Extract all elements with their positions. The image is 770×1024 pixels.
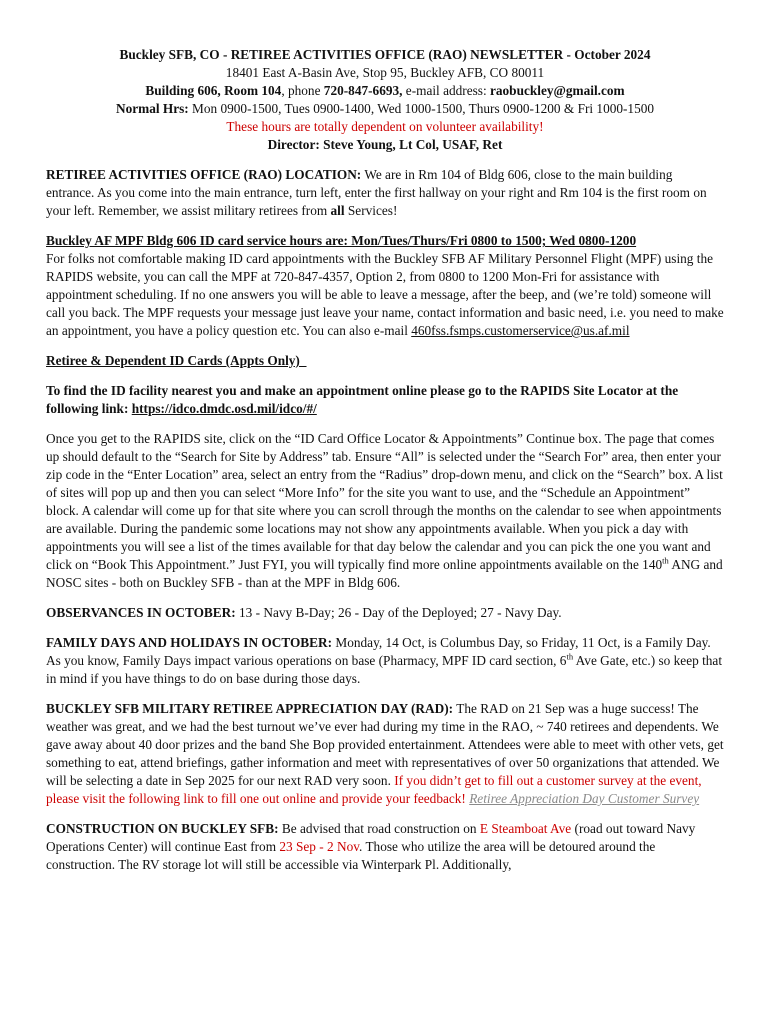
rad-section bbox=[46, 700, 724, 808]
mpf-email-link[interactable]: 460fss.fsmps.customerservice@us.af.mil bbox=[411, 323, 630, 338]
rapids-locator-link[interactable]: https://idco.dmdc.osd.mil/idco/#/ bbox=[131, 401, 317, 416]
contact-line bbox=[46, 82, 724, 100]
rapids-end: ANG and NOSC sites - both on Buckley SFB - than at the MPF in Bldg 606. bbox=[46, 557, 723, 590]
id-cards-heading: Retiree & Dependent ID Cards (Appts Only) bbox=[46, 353, 307, 368]
newsletter-header bbox=[46, 46, 724, 154]
building-room: Building 606, Room 104 bbox=[145, 83, 282, 98]
phone-prefix: , phone bbox=[281, 83, 324, 98]
rad-text: The RAD on 21 Sep was a huge success! The weather was great, and we had the best turnout we’ve ever had during my time in the RAO, ~ 740 retirees and dependents. We gave away about 40 door prizes and the band She Bop provided entertainment. Attendees were able to meet with other vets, get something to eat, attend briefings, gather information and meet with representatives of over 50 organizations that attended. We will be selecting a date in Sep 2025 for our next RAD very soon. bbox=[46, 701, 724, 788]
location-text-bold: all bbox=[330, 203, 345, 218]
location-text-2: Services! bbox=[344, 203, 398, 218]
location-section bbox=[46, 166, 724, 220]
office-email[interactable]: raobuckley@gmail.com bbox=[489, 83, 625, 98]
construction-section bbox=[46, 820, 724, 874]
id-find-text bbox=[46, 382, 724, 418]
newsletter-title: Buckley SFB, CO - RETIREE ACTIVITIES OFFICE (RAO) NEWSLETTER - October 2024 bbox=[119, 47, 651, 62]
family-days-text-1: Monday, 14 Oct, is Columbus Day, so Friday, 11 Oct, is a Family Day. As you know, Family Days impact various operations on base (Pharmacy, MPF ID card section, 6 bbox=[46, 635, 711, 668]
construction-text-3: . Those who utilize the area will be detoured around the construction. The RV storage lot will still be accessible via Winterpark Pl. Additionally, bbox=[46, 839, 656, 872]
construction-text-2: (road out toward Navy Operations Center) will continue East from bbox=[46, 821, 696, 854]
email-prefix: e-mail address: bbox=[402, 83, 490, 98]
normal-hours bbox=[46, 100, 724, 118]
office-address: 18401 East A-Basin Ave, Stop 95, Buckley AFB, CO 80011 bbox=[225, 65, 545, 80]
hours-text: Mon 0900-1500, Tues 0900-1400, Wed 1000-1500, Thurs 0900-1200 & Fri 1000-1500 bbox=[188, 101, 655, 116]
family-days-sup: th bbox=[566, 651, 574, 662]
observances-text: 13 - Navy B-Day; 26 - Day of the Deployed; 27 - Navy Day. bbox=[235, 605, 562, 620]
phone-number: 720-847-6693, bbox=[323, 83, 403, 98]
construction-text-1: Be advised that road construction on bbox=[278, 821, 480, 836]
family-days-heading: FAMILY DAYS AND HOLIDAYS IN OCTOBER: bbox=[46, 635, 333, 650]
director-line: Director: Steve Young, Lt Col, USAF, Ret bbox=[267, 137, 503, 152]
family-days-text-2: Ave Gate, etc.) so keep that in mind if you have things to do on base during those days. bbox=[46, 653, 723, 686]
mpf-body: For folks not comfortable making ID card appointments with the Buckley SFB AF Military Personnel Flight (MPF) using the RAPIDS website, you can call the MPF at 720-847-4357, Option 2, from 0800 to 1200 Mon-Fri for assistance with appointment scheduling. If no one answers you will be able to leave a message, after the beep, and (we’re told) someone will call you back. The MPF requests your message just leave your name, contact information and basic need, i.e. you need to make an appointment, you have a policy question etc. You can also e-mail bbox=[46, 251, 724, 338]
mpf-heading: Buckley AF MPF Bldg 606 ID card service hours are: Mon/Tues/Thurs/Fri 0800 to 1500; Wed 0800-1200 bbox=[46, 233, 637, 248]
volunteer-note: These hours are totally dependent on volunteer availability! bbox=[226, 119, 544, 134]
rapids-sup: th bbox=[662, 555, 669, 566]
rapids-instructions bbox=[46, 430, 724, 592]
construction-dates: 23 Sep - 2 Nov bbox=[279, 839, 360, 854]
rad-survey-request: If you didn’t get to fill out a customer survey at the event, please visit the following link to fill one out online and provide your feedback! bbox=[46, 773, 702, 806]
id-find-body: To find the ID facility nearest you and make an appointment online please go to the RAPIDS Site Locator at the following link: bbox=[46, 383, 679, 416]
family-days-section bbox=[46, 634, 724, 688]
hours-label: Normal Hrs: bbox=[115, 101, 189, 116]
construction-heading: CONSTRUCTION ON BUCKLEY SFB: bbox=[46, 821, 279, 836]
mpf-text bbox=[46, 250, 724, 340]
rad-survey-link[interactable]: Retiree Appreciation Day Customer Survey bbox=[469, 791, 700, 806]
mpf-section bbox=[46, 232, 724, 340]
construction-road: E Steamboat Ave bbox=[479, 821, 572, 836]
observances-section bbox=[46, 604, 724, 622]
rapids-body: Once you get to the RAPIDS site, click on the “ID Card Office Locator & Appointments” Continue box. The page that comes up should default to the “Search for Site by Address” tab. Ensure “All” is selected under the “Search For” area, then enter your zip code in the “Enter Location” area, select an entry from the “Radius” drop-down menu, and click on the “Search” box. A list of sites will pop up and then you can select “More Info” for the site you want to use, and the “Schedule an Appointment” block. A calendar will come up for that site where you can scroll through the months on the calendar to see when appointments are available. During the pandemic some locations may not show any appointments available. When you pick a day with appointments you will see a list of the times available for that day below the calendar and you can pick the one you want and click on “Book This Appointment.” Just FYI, you will typically find more online appointments available on the 140 bbox=[46, 431, 723, 572]
rad-heading: BUCKLEY SFB MILITARY RETIREE APPRECIATION DAY (RAD): bbox=[46, 701, 454, 716]
location-text-1: We are in Rm 104 of Bldg 606, close to the main building entrance. As you come into the main entrance, turn left, enter the first hallway on your right and Rm 104 is the first room on your left. Remember, we assist military retirees from bbox=[46, 167, 707, 218]
location-heading: RETIREE ACTIVITIES OFFICE (RAO) LOCATION: bbox=[46, 167, 362, 182]
observances-heading: OBSERVANCES IN OCTOBER: bbox=[46, 605, 236, 620]
